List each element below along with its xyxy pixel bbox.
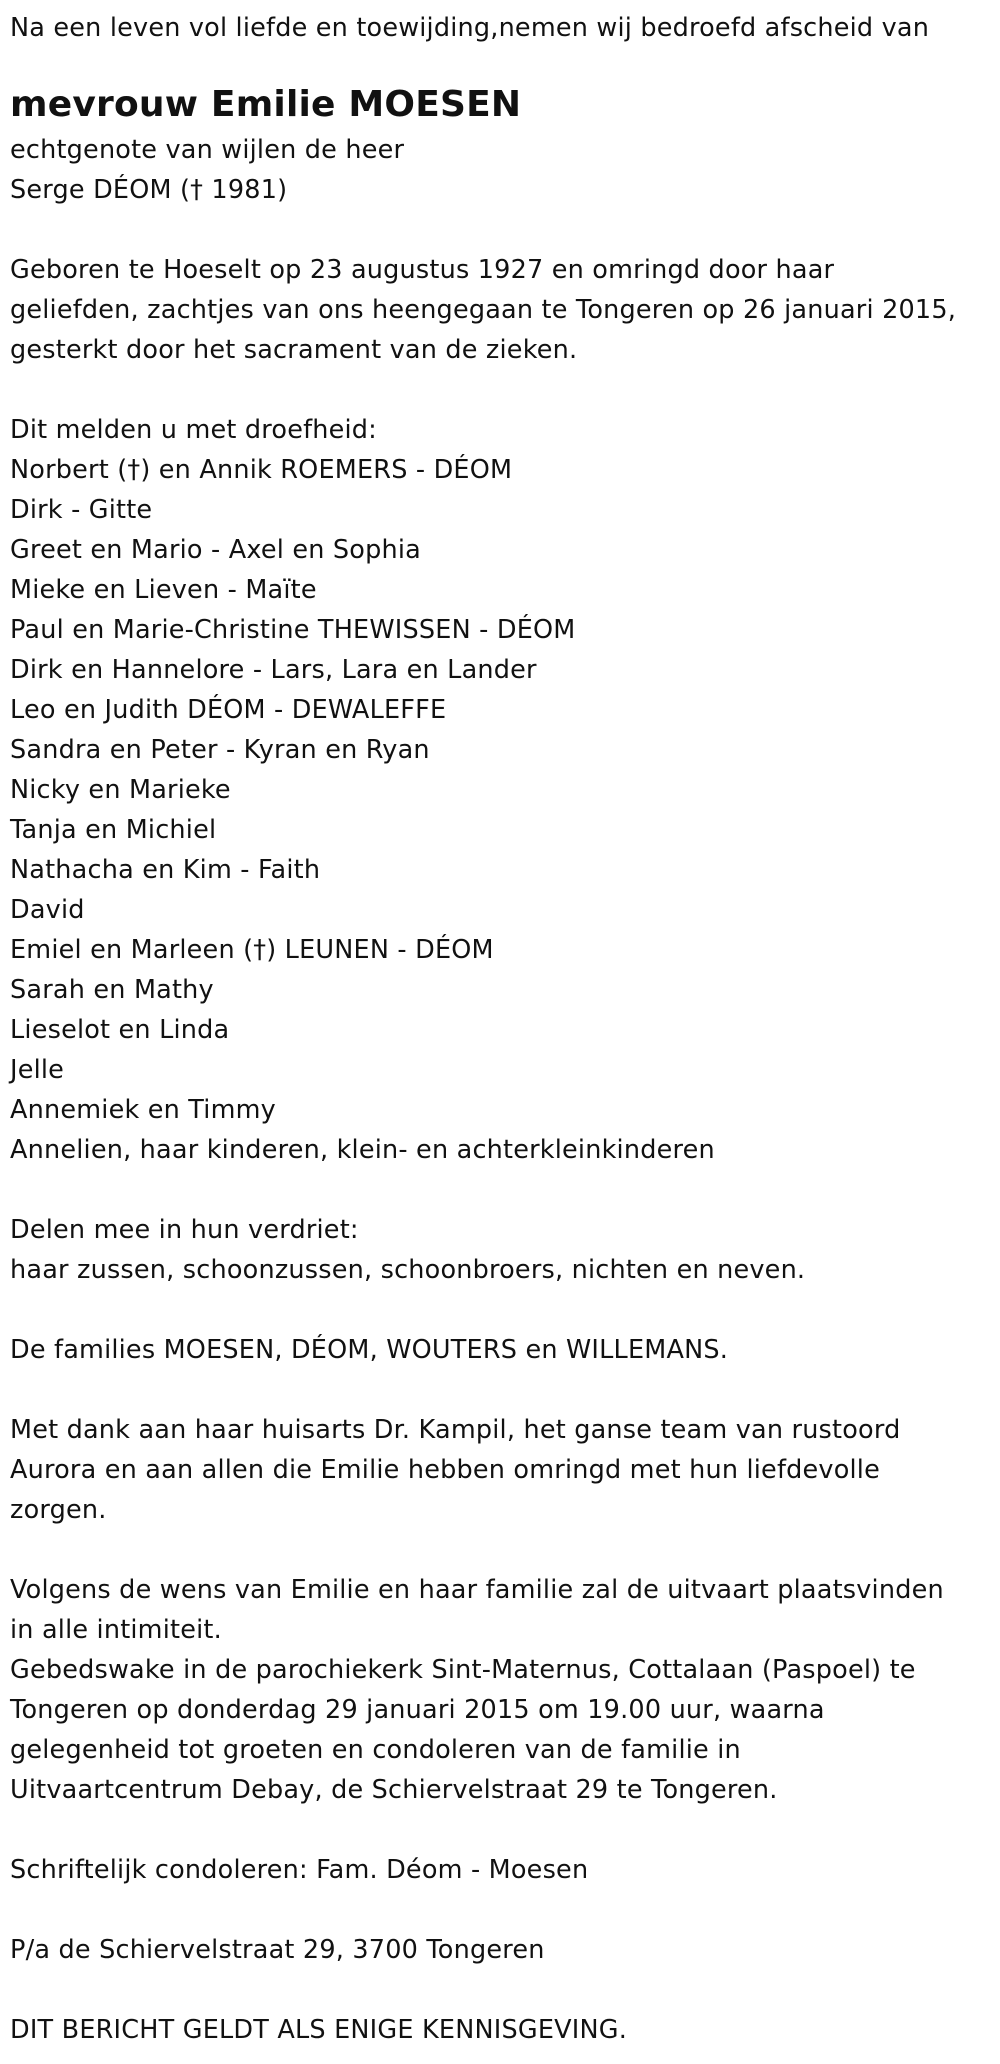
funeral-line: Volgens de wens van Emilie en haar familie zal de uitvaart plaatsvinden xyxy=(10,1575,944,1605)
family-member: Nathacha en Kim - Faith xyxy=(10,855,321,885)
share-line: haar zussen, schoonzussen, schoonbroers, nichten en neven. xyxy=(10,1255,806,1285)
birth-line: Geboren te Hoeselt op 23 augustus 1927 en omringd door haar xyxy=(10,255,835,285)
deceased-name: mevrouw Emilie MOESEN xyxy=(10,84,522,125)
intro-text: Na een leven vol liefde en toewijding,nemen wij bedroefd afscheid van xyxy=(10,13,930,43)
family-member: Greet en Mario - Axel en Sophia xyxy=(10,535,421,565)
funeral-line: gelegenheid tot groeten en condoleren van de familie in xyxy=(10,1735,741,1765)
family-member: Mieke en Lieven - Maïte xyxy=(10,575,317,605)
birth-line: geliefden, zachtjes van ons heengegaan te Tongeren op 26 januari 2015, xyxy=(10,295,957,325)
notice-paragraph xyxy=(10,2010,990,2050)
family-member: Sandra en Peter - Kyran en Ryan xyxy=(10,735,430,765)
funeral-paragraph xyxy=(10,1570,990,1810)
spouse-line: echtgenote van wijlen de heer xyxy=(10,135,405,165)
families-line: De families MOESEN, DÉOM, WOUTERS en WILLEMANS. xyxy=(10,1335,729,1365)
address-paragraph xyxy=(10,1930,990,1970)
thanks-line: Met dank aan haar huisarts Dr. Kampil, het ganse team van rustoord xyxy=(10,1415,901,1445)
birth-line: gesterkt door het sacrament van de zieken. xyxy=(10,335,578,365)
funeral-line: Uitvaartcentrum Debay, de Schiervelstraat 29 te Tongeren. xyxy=(10,1775,778,1805)
announce-heading: Dit melden u met droefheid: xyxy=(10,415,377,445)
family-member: Tanja en Michiel xyxy=(10,815,217,845)
notice-line: DIT BERICHT GELDT ALS ENIGE KENNISGEVING. xyxy=(10,2015,628,2045)
family-list xyxy=(10,410,990,1170)
funeral-line: in alle intimiteit. xyxy=(10,1615,222,1645)
share-paragraph xyxy=(10,1210,990,1290)
condolence-paragraph xyxy=(10,1850,990,1890)
family-member: Leo en Judith DÉOM - DEWALEFFE xyxy=(10,695,447,725)
family-member: Annemiek en Timmy xyxy=(10,1095,276,1125)
birth-paragraph xyxy=(10,250,990,370)
address-line: P/a de Schiervelstraat 29, 3700 Tongeren xyxy=(10,1935,545,1965)
families-paragraph xyxy=(10,1330,990,1370)
condolence-line: Schriftelijk condoleren: Fam. Déom - Moesen xyxy=(10,1855,589,1885)
obituary-notice xyxy=(10,8,990,2050)
family-member: Dirk - Gitte xyxy=(10,495,153,525)
funeral-line: Gebedswake in de parochiekerk Sint-Maternus, Cottalaan (Paspoel) te xyxy=(10,1655,916,1685)
thanks-paragraph xyxy=(10,1410,990,1530)
thanks-line: zorgen. xyxy=(10,1495,107,1525)
family-member: Nicky en Marieke xyxy=(10,775,231,805)
thanks-line: Aurora en aan allen die Emilie hebben omringd met hun liefdevolle xyxy=(10,1455,880,1485)
family-member: Norbert (†) en Annik ROEMERS - DÉOM xyxy=(10,455,513,485)
share-line: Delen mee in hun verdriet: xyxy=(10,1215,359,1245)
spouse-block xyxy=(10,130,990,210)
family-member: Paul en Marie-Christine THEWISSEN - DÉOM xyxy=(10,615,576,645)
family-member: Emiel en Marleen (†) LEUNEN - DÉOM xyxy=(10,935,494,965)
family-member: Annelien, haar kinderen, klein- en achterkleinkinderen xyxy=(10,1135,715,1165)
family-member: David xyxy=(10,895,85,925)
funeral-line: Tongeren op donderdag 29 januari 2015 om 19.00 uur, waarna xyxy=(10,1695,825,1725)
family-member: Dirk en Hannelore - Lars, Lara en Lander xyxy=(10,655,537,685)
spouse-line: Serge DÉOM († 1981) xyxy=(10,175,288,205)
family-member: Jelle xyxy=(10,1055,65,1085)
family-member: Sarah en Mathy xyxy=(10,975,214,1005)
family-member: Lieselot en Linda xyxy=(10,1015,230,1045)
